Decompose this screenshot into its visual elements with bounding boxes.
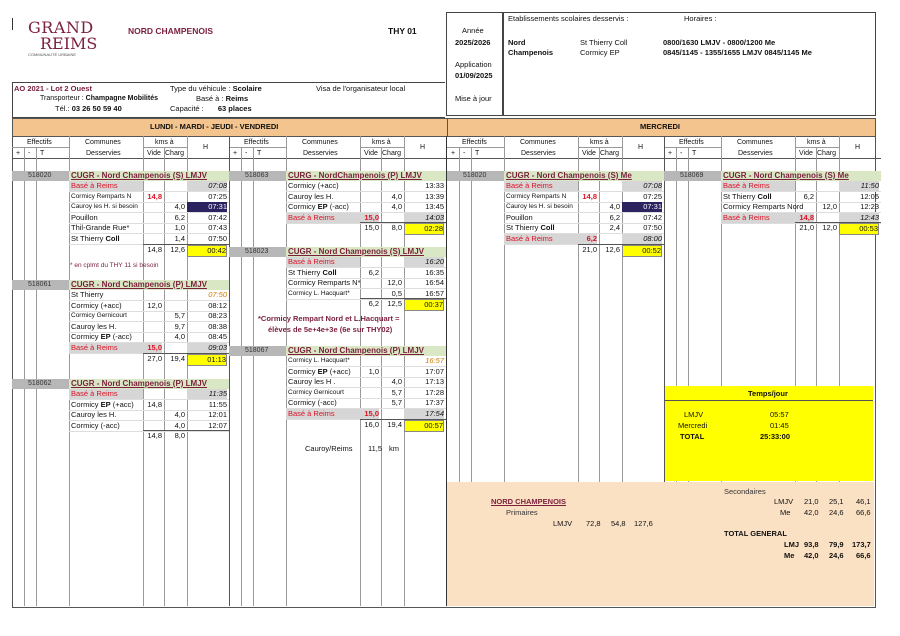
total-rule-col2-r1 — [360, 222, 446, 223]
colhead-subrule-kms-2 — [578, 147, 622, 148]
vehicule-label: Type du véhicule : — [170, 84, 231, 93]
visa-label: Visa de l'organisateur local — [316, 84, 406, 93]
stop-hour-col1-r1-3: 07:42 — [208, 212, 227, 222]
stop-hour-col1-r1-2: 07:31 — [187, 202, 227, 212]
etab-horaires-1: 0800/1630 LMJV - 0800/1200 Me — [663, 38, 776, 47]
total-rule-col1-r1 — [143, 244, 229, 245]
stop-charg-col1-r1-2: 4,0 — [174, 202, 185, 212]
stop-commune-col1-r2-0: St Thierry — [71, 290, 104, 299]
colhead-vide-3: Vide — [799, 150, 813, 157]
tot-lmj: LMJ — [784, 540, 799, 549]
stop-hour-col2-r2-2: 16:54 — [425, 278, 444, 288]
stop-vide-col2-r1-3: 15,0 — [360, 213, 379, 223]
total-vide-col1-r1: 14,8 — [147, 244, 162, 254]
prim-lmjv: LMJV — [553, 519, 573, 528]
colhead-effectifs-3: Effectifs — [679, 139, 704, 146]
cauroy-reims-value: 11,5 — [368, 444, 383, 453]
total-vide-col1-r3: 14,8 — [147, 431, 162, 441]
stop-hour-col3-0: 07:08 — [622, 181, 662, 191]
summary-secondaires: Secondaires — [724, 487, 766, 496]
colhead-communes-1: Communes — [302, 139, 338, 146]
total-general-label: TOTAL GENERAL — [724, 529, 787, 538]
colhead-communes-0: Communes — [85, 139, 121, 146]
stop-hour-col1-r2-4: 08:45 — [208, 332, 227, 342]
stop-commune-col2-r2-3: Cormicy L. Hacquart* — [288, 289, 350, 297]
capacite-line — [170, 104, 252, 114]
colhead-t-1: T — [257, 150, 262, 157]
col-line-0-0 — [24, 147, 25, 606]
cauroy-reims-label: Cauroy/Reims — [305, 444, 353, 453]
stop-vide-col2-r2-1: 6,2 — [368, 267, 379, 277]
colhead-t-3: T — [692, 150, 697, 157]
stop-charg-col2-r3-2: 4,0 — [391, 377, 402, 387]
temps-total-value: 25:33:00 — [760, 432, 791, 441]
capacite-value: 63 places — [217, 104, 252, 113]
logo-bottom: REIMS — [40, 34, 98, 53]
route-code-col2-r2: 518023 — [229, 247, 286, 257]
stop-hour-col2-r1-3: 14:03 — [404, 213, 444, 223]
stop-commune-col1-r3-2: Cauroy les H. — [71, 410, 117, 420]
total-rule-col4 — [795, 222, 881, 223]
stop-commune-col1-r2-4: Cormicy EP (-acc) — [71, 332, 132, 342]
summary-name: NORD CHAMPENOIS — [491, 497, 567, 506]
stop-commune-col2-r1-0: Cormicy (+acc) — [288, 181, 339, 190]
stop-commune-col1-r2-2: Cormicy Gernicourt — [71, 312, 127, 320]
colhead-t-0: T — [40, 150, 45, 157]
stop-hour-col2-r3-1: 17:07 — [425, 366, 444, 376]
colhead-kms-2: kms à — [590, 139, 609, 146]
total-charg-col4: 12,0 — [822, 223, 837, 233]
total-rule-col1-r2 — [143, 353, 229, 354]
stop-commune-col2-r1-1: Cauroy les H. — [288, 191, 334, 201]
temps-me-label: Mercredi — [678, 421, 708, 430]
horaires-label: Horaires : — [684, 14, 717, 23]
colhead-charg-3: Charg — [817, 150, 837, 157]
stop-hour-col3-4: 07:50 — [643, 223, 662, 233]
colhead-plus-2: + — [451, 150, 456, 157]
base-label: Basé à : — [196, 94, 224, 103]
colhead-plus-3: + — [668, 150, 673, 157]
tel-label: Tél.: — [55, 104, 70, 113]
page-title: NORD CHAMPENOIS — [128, 26, 214, 36]
colhead-subrule-kms-3 — [795, 147, 839, 148]
stop-commune-col1-r2-3: Cauroy les H. — [71, 321, 117, 331]
stop-commune-col4-1: St Thierry Coll — [723, 191, 772, 201]
note-rempart-1: *Cormicy Rempart Nord et L.Hacquart = — [258, 314, 400, 323]
sec-lmjv-c: 46,1 — [856, 497, 871, 506]
base-line — [196, 94, 248, 104]
stop-hour-col2-r3-2: 17:13 — [425, 377, 444, 387]
etab-horaires-2: 0845/1145 - 1355/1655 LMJV 0845/1145 Me — [663, 48, 812, 57]
application-value: 01/09/2025 — [455, 71, 493, 80]
stop-commune-col2-r3-5: Basé à Reims — [286, 409, 360, 419]
tot-lmj-b: 79,9 — [829, 540, 844, 549]
stop-hour-col1-r3-2: 12:01 — [208, 410, 227, 420]
stop-vide-col3-1: 14,8 — [582, 191, 597, 201]
route-title-col2-r1: CURG - NordChampenois (P) LMJV — [286, 171, 446, 181]
temps-me-value: 01:45 — [770, 421, 789, 430]
prim-a: 72,8 — [586, 519, 601, 528]
stop-commune-col1-r1-0: Basé à Reims — [69, 181, 143, 191]
colhead-kms-0: kms à — [155, 139, 174, 146]
tel-value: 03 26 50 59 40 — [71, 104, 122, 113]
stop-hour-col2-r1-2: 13:45 — [425, 202, 444, 212]
sec-me: Me — [780, 508, 791, 517]
stop-commune-col3-3: Pouillon — [506, 212, 533, 222]
application-label: Application — [455, 60, 492, 69]
tot-me-c: 66,6 — [856, 551, 871, 560]
divider-1 — [229, 136, 230, 606]
stop-commune-col3-2: Cauroy les H. si besoin — [506, 203, 573, 211]
total-vide-col3: 21,0 — [582, 244, 597, 254]
colhead-h-1: H — [420, 144, 426, 151]
colhead-subrule-3 — [664, 147, 721, 148]
colhead-communes-2: Communes — [520, 139, 556, 146]
section-lmjv: LUNDI - MARDI - JEUDI - VENDREDI — [150, 122, 279, 131]
logo-sub: COMMUNAUTÉ URBAINE — [28, 52, 77, 57]
colhead-vide-0: Vide — [147, 150, 161, 157]
sec-lmjv: LMJV — [774, 497, 794, 506]
temps-rule — [665, 400, 873, 401]
stop-hour-col2-r1-0: 13:33 — [425, 181, 444, 190]
colhead-charg-2: Charg — [600, 150, 620, 157]
stop-hour-col1-r3-3: 12:07 — [208, 420, 227, 430]
colhead-rule-0 — [12, 158, 229, 159]
stop-commune-col3-4: St Thierry Coll — [506, 223, 555, 233]
stop-hour-col1-r2-2: 08:23 — [208, 311, 227, 321]
stop-hour-col1-r2-3: 08:38 — [208, 321, 227, 331]
stop-charg-col1-r2-4: 4,0 — [174, 332, 185, 342]
base-value: Reims — [225, 94, 249, 103]
stop-hour-col3-5: 08:00 — [622, 234, 662, 244]
stop-charg-col1-r2-2: 5,7 — [174, 311, 185, 321]
annee-label: Année — [462, 26, 484, 35]
mise-a-jour-label: Mise à jour — [455, 94, 492, 103]
stop-hour-col1-r2-0: 07:50 — [208, 290, 227, 299]
ao-label: AO 2021 - Lot 2 Ouest — [14, 84, 92, 93]
route-code-col2-r1: 518063 — [229, 171, 286, 181]
stop-charg-col2-r2-2: 12,0 — [387, 278, 402, 288]
total-charg-col2-r2: 12,5 — [387, 299, 402, 309]
colhead-kms-3: kms à — [807, 139, 826, 146]
stop-hour-col2-r1-1: 13:39 — [425, 191, 444, 201]
route-title-col1-r2: CUGR - Nord Champenois (P) LMJV — [69, 280, 229, 290]
stop-vide-col2-r3-5: 15,0 — [360, 409, 379, 419]
colhead-vide-2: Vide — [582, 150, 596, 157]
colhead-charg-0: Charg — [165, 150, 185, 157]
total-rule-col3 — [578, 244, 664, 245]
capacite-label: Capacité : — [170, 104, 204, 113]
stop-commune-col1-r1-2: Cauroy les H. si besoin — [71, 203, 138, 211]
stop-charg-col1-r1-3: 6,2 — [174, 212, 185, 222]
stop-charg-col2-r3-3: 5,7 — [391, 387, 402, 397]
total-charg-col1-r1: 12,6 — [170, 244, 185, 254]
etab-label: Etablissements scolaires desservis : — [508, 14, 629, 23]
colhead-desservies-1: Desservies — [303, 150, 338, 157]
transporteur-line — [40, 94, 158, 104]
total-charg-col2-r1: 8,0 — [391, 223, 402, 233]
colhead-rule-2 — [447, 158, 664, 159]
circuit-code: THY 01 — [388, 26, 417, 36]
stop-commune-col2-r1-3: Basé à Reims — [286, 213, 360, 223]
stop-commune-col2-r3-4: Cormicy (-acc) — [288, 398, 337, 408]
stop-hour-col3-3: 07:42 — [643, 212, 662, 222]
stop-vide-col2-r3-1: 1,0 — [368, 366, 379, 376]
stop-charg-col2-r1-1: 4,0 — [391, 191, 402, 201]
stop-commune-col1-r3-3: Cormicy (-acc) — [71, 420, 120, 430]
route-code-col1-r1: 518020 — [12, 171, 69, 181]
total-hour-col1-r1: 00:42 — [187, 245, 227, 257]
stop-commune-col1-r2-1: Cormicy (+acc) — [71, 300, 122, 310]
logo-top: GRAND — [28, 18, 94, 37]
stop-commune-col2-r3-3: Cormicy Gernicourt — [288, 388, 344, 396]
colhead-plus-1: + — [233, 150, 238, 157]
stop-charg-col2-r1-2: 4,0 — [391, 202, 402, 212]
route-code-col2-r3: 518067 — [229, 346, 286, 356]
colhead-subrule-kms-1 — [360, 147, 404, 148]
stop-commune-col1-r1-1: Cormicy Remparts N — [71, 192, 132, 200]
total-charg-col2-r3: 19,4 — [387, 419, 402, 429]
colhead-h-0: H — [203, 144, 209, 151]
col-line-0-1 — [36, 147, 37, 606]
route-title-col1-r3: CUGR - Nord Champenois (P) LMJV — [69, 379, 229, 389]
stop-commune-col1-r1-5: St Thierry Coll — [71, 234, 120, 243]
colhead-effectifs-0: Effectifs — [27, 139, 52, 146]
stop-hour-col4-1: 12:05 — [860, 191, 879, 201]
colhead-rule-3 — [664, 158, 881, 159]
stop-commune-col1-r2-5: Basé à Reims — [69, 343, 143, 353]
stop-commune-col2-r3-1: Cormicy EP (+acc) — [288, 366, 351, 376]
colhead-subrule-1 — [229, 147, 286, 148]
route-code-col1-r3: 518062 — [12, 379, 69, 389]
prim-b: 54,8 — [611, 519, 626, 528]
colhead-subrule-2 — [447, 147, 504, 148]
stop-hour-col4-0: 11:50 — [839, 181, 879, 191]
total-rule-col1-r3 — [143, 430, 229, 431]
logo — [28, 20, 98, 60]
stop-commune-col1-r1-4: Thil-Grande Rue* — [71, 223, 130, 233]
colhead-charg-1: Charg — [382, 150, 402, 157]
stop-hour-col2-r2-1: 16:35 — [425, 267, 444, 277]
transporteur-value: Champagne Mobilités — [85, 95, 158, 102]
stop-hour-col2-r2-0: 16:20 — [404, 257, 444, 267]
total-vide-col4: 21,0 — [799, 223, 814, 233]
total-hour-col2-r3: 00:57 — [404, 420, 444, 432]
sec-me-b: 24,6 — [829, 508, 844, 517]
total-hour-col3: 00:52 — [622, 245, 662, 257]
sec-me-c: 66,6 — [856, 508, 871, 517]
total-rule-col2-r3 — [360, 419, 446, 420]
route-code-col4: 518069 — [664, 171, 721, 181]
stop-commune-col3-5: Basé à Reims — [504, 234, 578, 244]
summary-primaires: Primaires — [506, 508, 538, 517]
stop-charg-col4-2: 12,0 — [822, 202, 837, 212]
stop-hour-col2-r3-0: 16:57 — [425, 356, 444, 365]
tot-me: Me — [784, 551, 795, 560]
prim-c: 127,6 — [634, 519, 653, 528]
stop-commune-col3-0: Basé à Reims — [504, 181, 578, 191]
colhead-rule-1 — [229, 158, 446, 159]
etab-box — [502, 12, 876, 116]
stop-charg-col3-3: 6,2 — [609, 212, 620, 222]
col-line-1-0 — [241, 147, 242, 606]
sec-me-a: 42,0 — [804, 508, 819, 517]
stop-commune-col2-r1-2: Cormicy EP (-acc) — [288, 202, 349, 212]
stop-commune-col1-r1-3: Pouillon — [71, 212, 98, 222]
etab-name-2: Cormicy EP — [580, 48, 620, 57]
stop-commune-col1-r3-0: Basé à Reims — [69, 389, 143, 399]
note-thy11: * en cplmt du THY 11 si besoin — [70, 262, 159, 269]
stop-hour-col2-r3-5: 17:54 — [404, 409, 444, 419]
cauroy-reims-unit: km — [389, 444, 399, 453]
stop-hour-col1-r1-0: 07:08 — [187, 181, 227, 191]
colhead-minus-3: - — [680, 150, 683, 157]
stop-hour-col4-3: 12:43 — [839, 213, 879, 223]
vehicule-line — [170, 84, 262, 94]
colhead-minus-2: - — [463, 150, 466, 157]
route-code-col1-r2: 518061 — [12, 280, 69, 290]
temps-lmjv-value: 05:57 — [770, 410, 789, 419]
stop-hour-col1-r2-5: 09:03 — [187, 343, 227, 353]
stop-charg-col3-2: 4,0 — [609, 202, 620, 212]
route-title-col3: CUGR - Nord Champenois (S) Me — [504, 171, 664, 181]
colhead-effectifs-1: Effectifs — [244, 139, 269, 146]
col-line-1-1 — [253, 147, 254, 606]
total-hour-col2-r2: 00:37 — [404, 299, 444, 311]
colhead-minus-0: - — [28, 150, 31, 157]
stop-charg-col1-r1-5: 1,4 — [174, 234, 185, 243]
total-vide-col2-r2: 6,2 — [368, 299, 379, 309]
stop-vide-col1-r2-5: 15,0 — [143, 343, 162, 353]
total-hour-col1-r2: 01:13 — [187, 354, 227, 366]
stop-commune-col2-r2-0: Basé à Reims — [286, 257, 360, 267]
stop-hour-col1-r3-0: 11:35 — [187, 389, 227, 399]
stop-commune-col2-r3-2: Cauroy les H . — [288, 377, 336, 387]
total-vide-col2-r1: 15,0 — [364, 223, 379, 233]
etab-commune-1: Nord — [508, 38, 526, 47]
stop-vide-col1-r3-1: 14,8 — [147, 399, 162, 409]
colhead-subrule-0 — [12, 147, 69, 148]
total-hour-col2-r1: 02:28 — [404, 223, 444, 235]
colhead-subrule-kms-0 — [143, 147, 187, 148]
colhead-desservies-3: Desservies — [738, 150, 773, 157]
stop-hour-col1-r1-4: 07:43 — [208, 223, 227, 233]
stop-charg-col1-r3-2: 4,0 — [174, 410, 185, 420]
stop-charg-col2-r2-3: 0,5 — [391, 288, 402, 298]
stop-commune-col1-r3-1: Cormicy EP (+acc) — [71, 399, 134, 409]
stop-charg-col2-r3-4: 5,7 — [391, 398, 402, 408]
total-vide-col2-r3: 16,0 — [364, 419, 379, 429]
route-title-col4: CUGR - Nord Champenois (S) Me — [721, 171, 881, 181]
route-title-col2-r2: CUGR - Nord Champenois (S) LMJV — [286, 247, 446, 257]
sec-lmjv-b: 25,1 — [829, 497, 844, 506]
stop-hour-col3-1: 07:25 — [643, 191, 662, 201]
colhead-vide-1: Vide — [364, 150, 378, 157]
total-charg-col1-r2: 19,4 — [170, 353, 185, 363]
sec-lmjv-a: 21,0 — [804, 497, 819, 506]
vehicule-value: Scolaire — [232, 84, 262, 93]
stop-charg-col3-4: 2,4 — [609, 223, 620, 233]
stop-hour-col4-2: 12:23 — [860, 202, 879, 212]
stop-hour-col1-r2-1: 08:12 — [208, 300, 227, 310]
tot-me-a: 42,0 — [804, 551, 819, 560]
stop-hour-col1-r1-1: 07:25 — [208, 191, 227, 201]
route-title-col1-r1: CUGR - Nord Champenois (S) LMJV — [69, 171, 229, 181]
stop-commune-col2-r2-1: St Thierry Coll — [288, 267, 337, 277]
etab-commune-2: Champenois — [508, 48, 554, 57]
stop-hour-col2-r3-3: 17:28 — [425, 387, 444, 397]
colhead-h-2: H — [638, 144, 644, 151]
total-vide-col1-r2: 27,0 — [147, 353, 162, 363]
tel-line — [55, 104, 122, 114]
etab-name-1: St Thierry Coll — [580, 38, 628, 47]
total-hour-col4: 00:53 — [839, 223, 879, 235]
stop-commune-col2-r2-2: Cormicy Remparts N* — [288, 278, 361, 288]
temps-total-label: TOTAL — [680, 432, 705, 441]
stop-hour-col1-r3-1: 11:55 — [208, 399, 227, 409]
route-title-col2-r3: CUGR - Nord Champenois (P) LMJV — [286, 346, 446, 356]
stop-hour-col2-r2-3: 16:57 — [425, 288, 444, 298]
colhead-effectifs-2: Effectifs — [462, 139, 487, 146]
stop-commune-col2-r3-0: Cormicy L. Hacquart* — [288, 357, 350, 364]
col-line-0-3 — [143, 136, 144, 606]
logo-mark — [12, 18, 13, 30]
stop-hour-col2-r3-4: 17:37 — [425, 398, 444, 408]
colhead-plus-0: + — [16, 150, 21, 157]
colhead-communes-3: Communes — [737, 139, 773, 146]
stop-commune-col4-2: Cormicy Remparts Nord — [723, 202, 804, 212]
colhead-minus-1: - — [245, 150, 248, 157]
total-charg-col1-r3: 8,0 — [174, 431, 185, 441]
stop-commune-col4-3: Basé à Reims — [721, 213, 795, 223]
stop-charg-col1-r1-4: 1,0 — [174, 223, 185, 233]
section-mercredi: MERCREDI — [640, 122, 681, 131]
stop-vide-col3-5: 6,2 — [578, 234, 597, 244]
colhead-desservies-2: Desservies — [521, 150, 556, 157]
total-rule-col2-r2 — [360, 298, 446, 299]
colhead-h-3: H — [855, 144, 861, 151]
stop-charg-col1-r2-3: 9,7 — [174, 321, 185, 331]
transporteur-label: Transporteur : — [40, 95, 84, 102]
stop-hour-col3-2: 07:31 — [622, 202, 662, 212]
note-rempart-2: élèves de 5e+4e+3e (6e sur THY02) — [268, 325, 393, 334]
total-charg-col3: 12,6 — [605, 244, 620, 254]
stop-vide-col1-r1-1: 14,8 — [147, 191, 162, 201]
route-code-col3: 518020 — [447, 171, 504, 181]
tot-me-b: 24,6 — [829, 551, 844, 560]
colhead-desservies-0: Desservies — [86, 150, 121, 157]
temps-title: Temps/jour — [748, 389, 788, 398]
stop-commune-col3-1: Cormicy Remparts N — [506, 192, 567, 200]
stop-charg-col1-r3-3: 4,0 — [174, 420, 185, 430]
temps-lmjv-label: LMJV — [684, 410, 704, 419]
tot-lmj-a: 93,8 — [804, 540, 819, 549]
stop-vide-col1-r2-1: 12,0 — [147, 300, 162, 310]
stop-commune-col4-0: Basé à Reims — [721, 181, 795, 191]
colhead-t-2: T — [475, 150, 480, 157]
stop-vide-col4-1: 6,2 — [803, 191, 814, 201]
tot-lmj-c: 173,7 — [852, 540, 871, 549]
colhead-kms-1: kms à — [372, 139, 391, 146]
stop-hour-col1-r1-5: 07:50 — [208, 234, 227, 243]
annee-value: 2025/2026 — [455, 38, 491, 47]
stop-vide-col4-3: 14,8 — [795, 213, 814, 223]
